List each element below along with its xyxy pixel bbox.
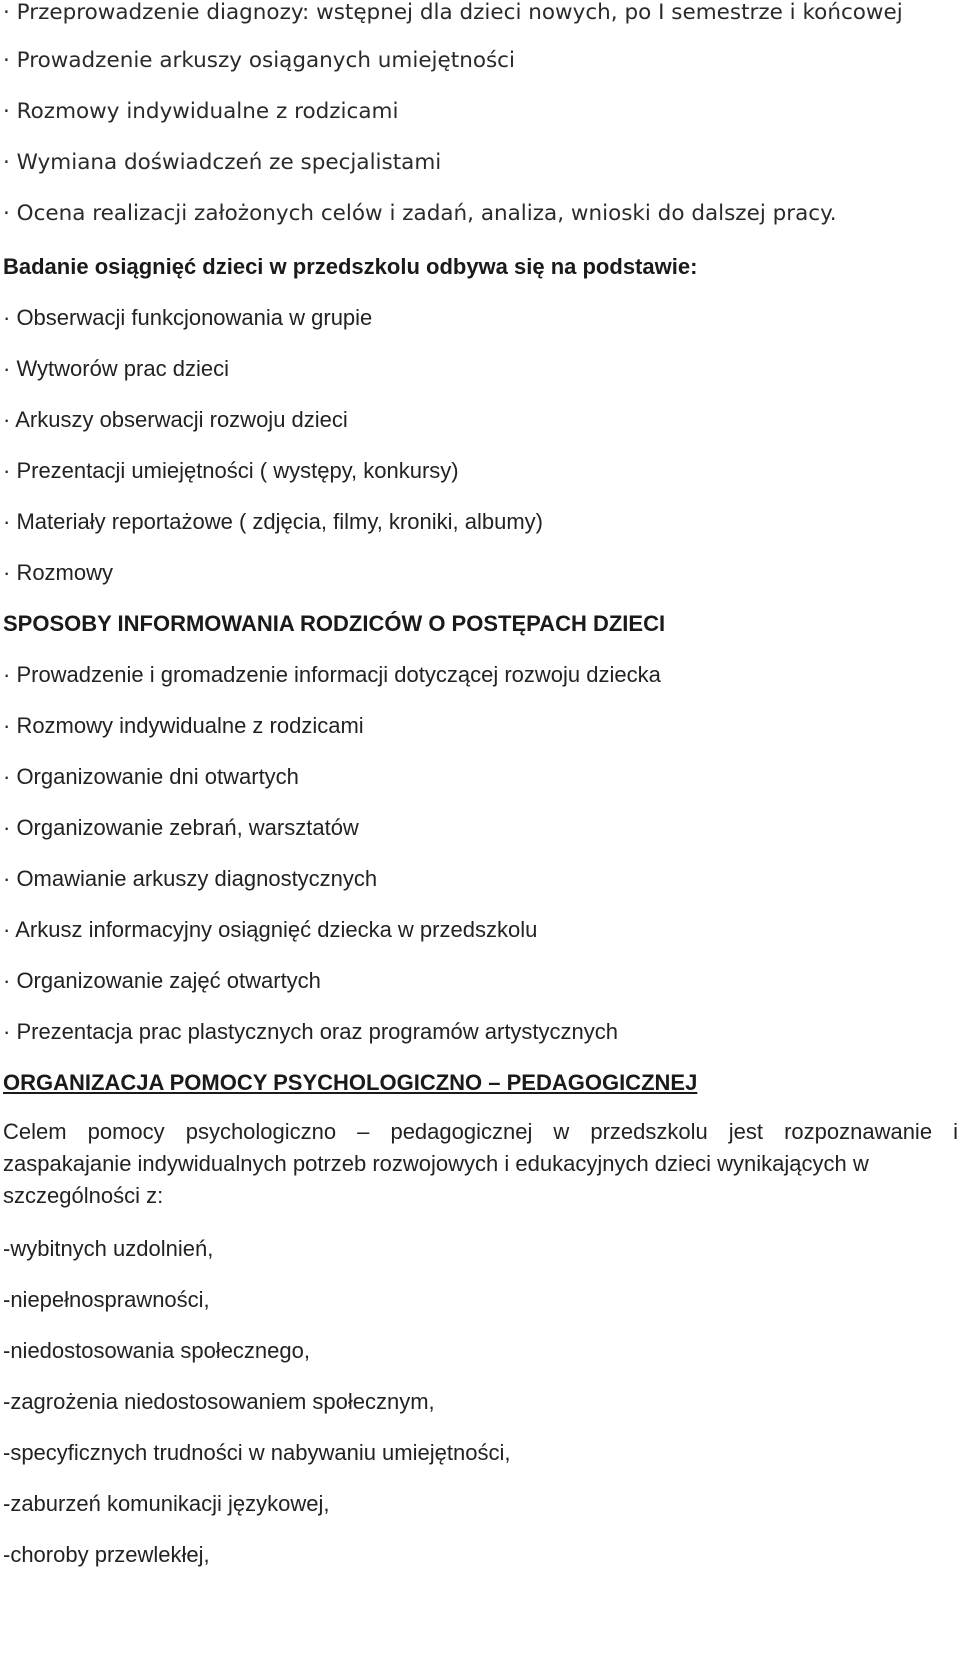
- list-item: · Materiały reportażowe ( zdjęcia, filmy, kroniki, albumy): [3, 509, 543, 534]
- list-item: · Arkusz informacyjny osiągnięć dziecka w przedszkolu: [3, 917, 538, 942]
- section-heading-sposoby: SPOSOBY INFORMOWANIA RODZICÓW O POSTĘPACH DZIECI: [3, 611, 666, 636]
- list-item: -niedostosowania społecznego,: [3, 1338, 310, 1363]
- list-item: · Prowadzenie arkuszy osiąganych umiejętności: [3, 48, 515, 73]
- paragraph-line: szczególności z:: [3, 1183, 164, 1208]
- paragraph-line: zaspakajanie indywidualnych potrzeb rozwojowych i edukacyjnych dzieci wynikających w: [3, 1151, 869, 1176]
- list-item: · Rozmowy: [3, 560, 114, 585]
- list-item: -specyficznych trudności w nabywaniu umiejętności,: [3, 1440, 511, 1465]
- list-item: · Ocena realizacji założonych celów i zadań, analiza, wnioski do dalszej pracy.: [3, 201, 837, 226]
- list-item: · Arkuszy obserwacji rozwoju dzieci: [3, 407, 348, 432]
- list-item: · Organizowanie zajęć otwartych: [3, 968, 321, 993]
- list-item: · Prowadzenie i gromadzenie informacji dotyczącej rozwoju dziecka: [3, 662, 661, 687]
- list-item: · Omawianie arkuszy diagnostycznych: [3, 866, 378, 891]
- section-heading-pomoc: ORGANIZACJA POMOCY PSYCHOLOGICZNO – PEDAGOGICZNEJ: [3, 1070, 698, 1095]
- list-item: · Prezentacji umiejętności ( występy, konkursy): [3, 458, 459, 483]
- section-heading-badanie: Badanie osiągnięć dzieci w przedszkolu odbywa się na podstawie:: [3, 254, 698, 279]
- list-item: · Organizowanie zebrań, warsztatów: [3, 815, 359, 840]
- list-item: · Wytworów prac dzieci: [3, 356, 229, 381]
- pomoc-paragraph: [3, 1116, 958, 1212]
- list-item: -wybitnych uzdolnień,: [3, 1236, 214, 1261]
- paragraph-line: Celem pomocy psychologiczno – pedagogicznej w przedszkolu jest rozpoznawanie i: [3, 1119, 958, 1144]
- list-item: · Obserwacji funkcjonowania w grupie: [3, 305, 373, 330]
- list-item: · Przeprowadzenie diagnozy: wstępnej dla dzieci nowych, po I semestrze i końcowej: [3, 0, 903, 25]
- list-item: · Wymiana doświadczeń ze specjalistami: [3, 150, 442, 175]
- list-item: -choroby przewlekłej,: [3, 1542, 210, 1567]
- list-item: · Organizowanie dni otwartych: [3, 764, 299, 789]
- list-item: -zaburzeń komunikacji językowej,: [3, 1491, 330, 1516]
- list-item: · Prezentacja prac plastycznych oraz programów artystycznych: [3, 1019, 619, 1044]
- list-item: · Rozmowy indywidualne z rodzicami: [3, 99, 399, 124]
- list-item: -niepełnosprawności,: [3, 1287, 210, 1312]
- list-item: · Rozmowy indywidualne z rodzicami: [3, 713, 364, 738]
- list-item: -zagrożenia niedostosowaniem społecznym,: [3, 1389, 435, 1414]
